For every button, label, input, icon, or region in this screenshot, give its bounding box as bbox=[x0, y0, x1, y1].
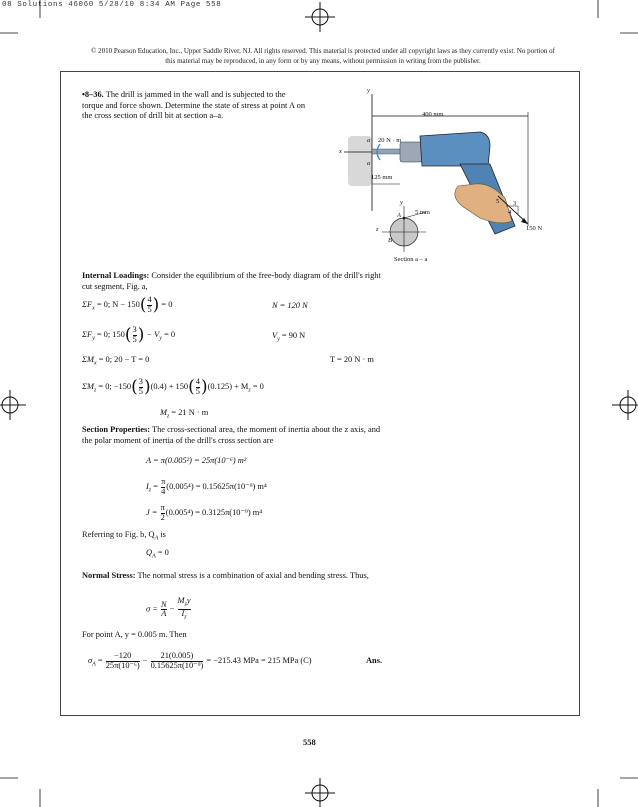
copyright-notice: © 2010 Pearson Education, Inc., Upper Saddle River, NJ. All rights reserved. This material is protected under all copyright laws as they currently exist. No portion of this material may be reproduced, in any form or by any means, without permission in writing from the publisher. bbox=[91, 47, 555, 65]
fig-force-label: 150 N bbox=[526, 225, 543, 232]
page-number: 558 bbox=[303, 737, 316, 747]
drill-body-shape bbox=[420, 132, 490, 166]
fig-a-top: a bbox=[367, 137, 371, 144]
problem-statement bbox=[82, 90, 307, 122]
drill-figure bbox=[330, 86, 565, 268]
eq-Iz: $I_z$ = $\frac{\pi}{4}$ (0.005⁴) = 0.15625π(10⁻⁹) m⁴ bbox=[146, 477, 267, 496]
eq-sum-fy: $\Sigma F_y = 0$; 150( $\frac{3}{5}$ ) − $V_y = 0$ bbox=[82, 325, 176, 345]
fig-section-A: A bbox=[397, 212, 401, 219]
normal-stress-intro bbox=[82, 571, 402, 582]
fig-section-y: y bbox=[400, 199, 403, 206]
eq-final-stress: $\sigma_A$ = $\frac{-120}{\text{25π(10⁻⁶)}}$ − $\frac{21(0.005)}{\text{0.15625π(10⁻⁹)}}$ = −215.43 MPa = 215 MPa (C) bbox=[88, 651, 312, 670]
normal-stress-text: The normal stress is a combination of axial and bending stress. Thus, bbox=[137, 571, 369, 580]
fig-slope-5: 5 bbox=[496, 198, 500, 205]
normal-stress-heading: Normal Stress: bbox=[82, 571, 136, 580]
fig-a-bottom: a bbox=[367, 160, 371, 167]
eq-sigma: σ = $\frac{N}{A}$ − $\frac{M_zy}{I_z}$ bbox=[146, 596, 191, 621]
eq-sum-fx: $\Sigma F_x = 0$; N − 150( $\frac{4}{5}$ ) = 0 bbox=[82, 295, 173, 315]
fig-section-B: B bbox=[388, 237, 392, 244]
fig-x-axis-label: x bbox=[339, 148, 342, 155]
fig-section-z: z bbox=[376, 226, 379, 233]
problem-text: The drill is jammed in the wall and is subjected to the torque and force shown. Determine the state of stress at point A on the cross section of drill bit at section a–a. bbox=[82, 90, 306, 120]
eq-J: J = $\frac{\pi}{2}$ (0.005⁴) = 0.3125π(10⁻⁹) m⁴ bbox=[146, 503, 263, 522]
eq-area: A = π(0.005²) = 25π(10⁻⁶) m² bbox=[146, 456, 247, 465]
eq-sum-mx: $\Sigma M_x = 0$; 20 − T = 0 bbox=[82, 355, 150, 367]
hand-shape bbox=[455, 184, 512, 223]
for-point-line: For point A, y = 0.005 m. Then bbox=[82, 630, 187, 639]
section-properties-heading: Section Properties: bbox=[82, 425, 150, 434]
result-T: T = 20 N · m bbox=[330, 355, 374, 364]
fig-section-caption: Section a – a bbox=[394, 256, 428, 263]
result-Vy: $V_y = 90$ N bbox=[272, 331, 306, 343]
answer-label: Ans. bbox=[366, 656, 383, 665]
section-properties-text: The cross-sectional area, the moment of inertia about the z axis, and the polar moment of inertia of the drill's cross section are bbox=[82, 425, 381, 445]
print-slug-line: 08 Solutions 46060 5/28/10 8:34 AM Page 558 bbox=[2, 1, 222, 9]
problem-number: •8–36. bbox=[82, 90, 104, 99]
eq-sum-mz: $\Sigma M_z = 0$; −150( $\frac{3}{5}$ )(0.4) + 150( $\frac{4}{5}$ )$(0.125) + M_z = 0$ bbox=[82, 377, 264, 397]
drill-chuck-shape bbox=[400, 142, 422, 162]
fig-dim-400: 400 mm bbox=[422, 111, 444, 118]
fig-slope-4: 4 bbox=[508, 209, 512, 216]
fig-dim-125: 125 mm bbox=[371, 174, 393, 181]
fig-torque-label: 20 N · m bbox=[378, 137, 402, 144]
referring-line: Referring to Fig. b, $Q_A$ is bbox=[82, 530, 166, 542]
internal-loadings-heading: Internal Loadings: bbox=[82, 271, 150, 280]
fig-section-5mm: 5 mm bbox=[415, 209, 430, 216]
internal-loadings-text: Consider the equilibrium of the free-body diagram of the drill's right cut segment, Fig. a, bbox=[82, 271, 381, 291]
result-Mz: $M_z = 21$ N · m bbox=[160, 408, 209, 420]
fig-y-axis-label: y bbox=[367, 87, 370, 94]
internal-loadings-intro bbox=[82, 271, 382, 292]
section-properties-intro bbox=[82, 425, 382, 446]
eq-QA: $Q_A = 0$ bbox=[146, 548, 169, 560]
result-N: N = 120 N bbox=[272, 301, 308, 310]
fig-slope-3: 3 bbox=[513, 200, 517, 207]
